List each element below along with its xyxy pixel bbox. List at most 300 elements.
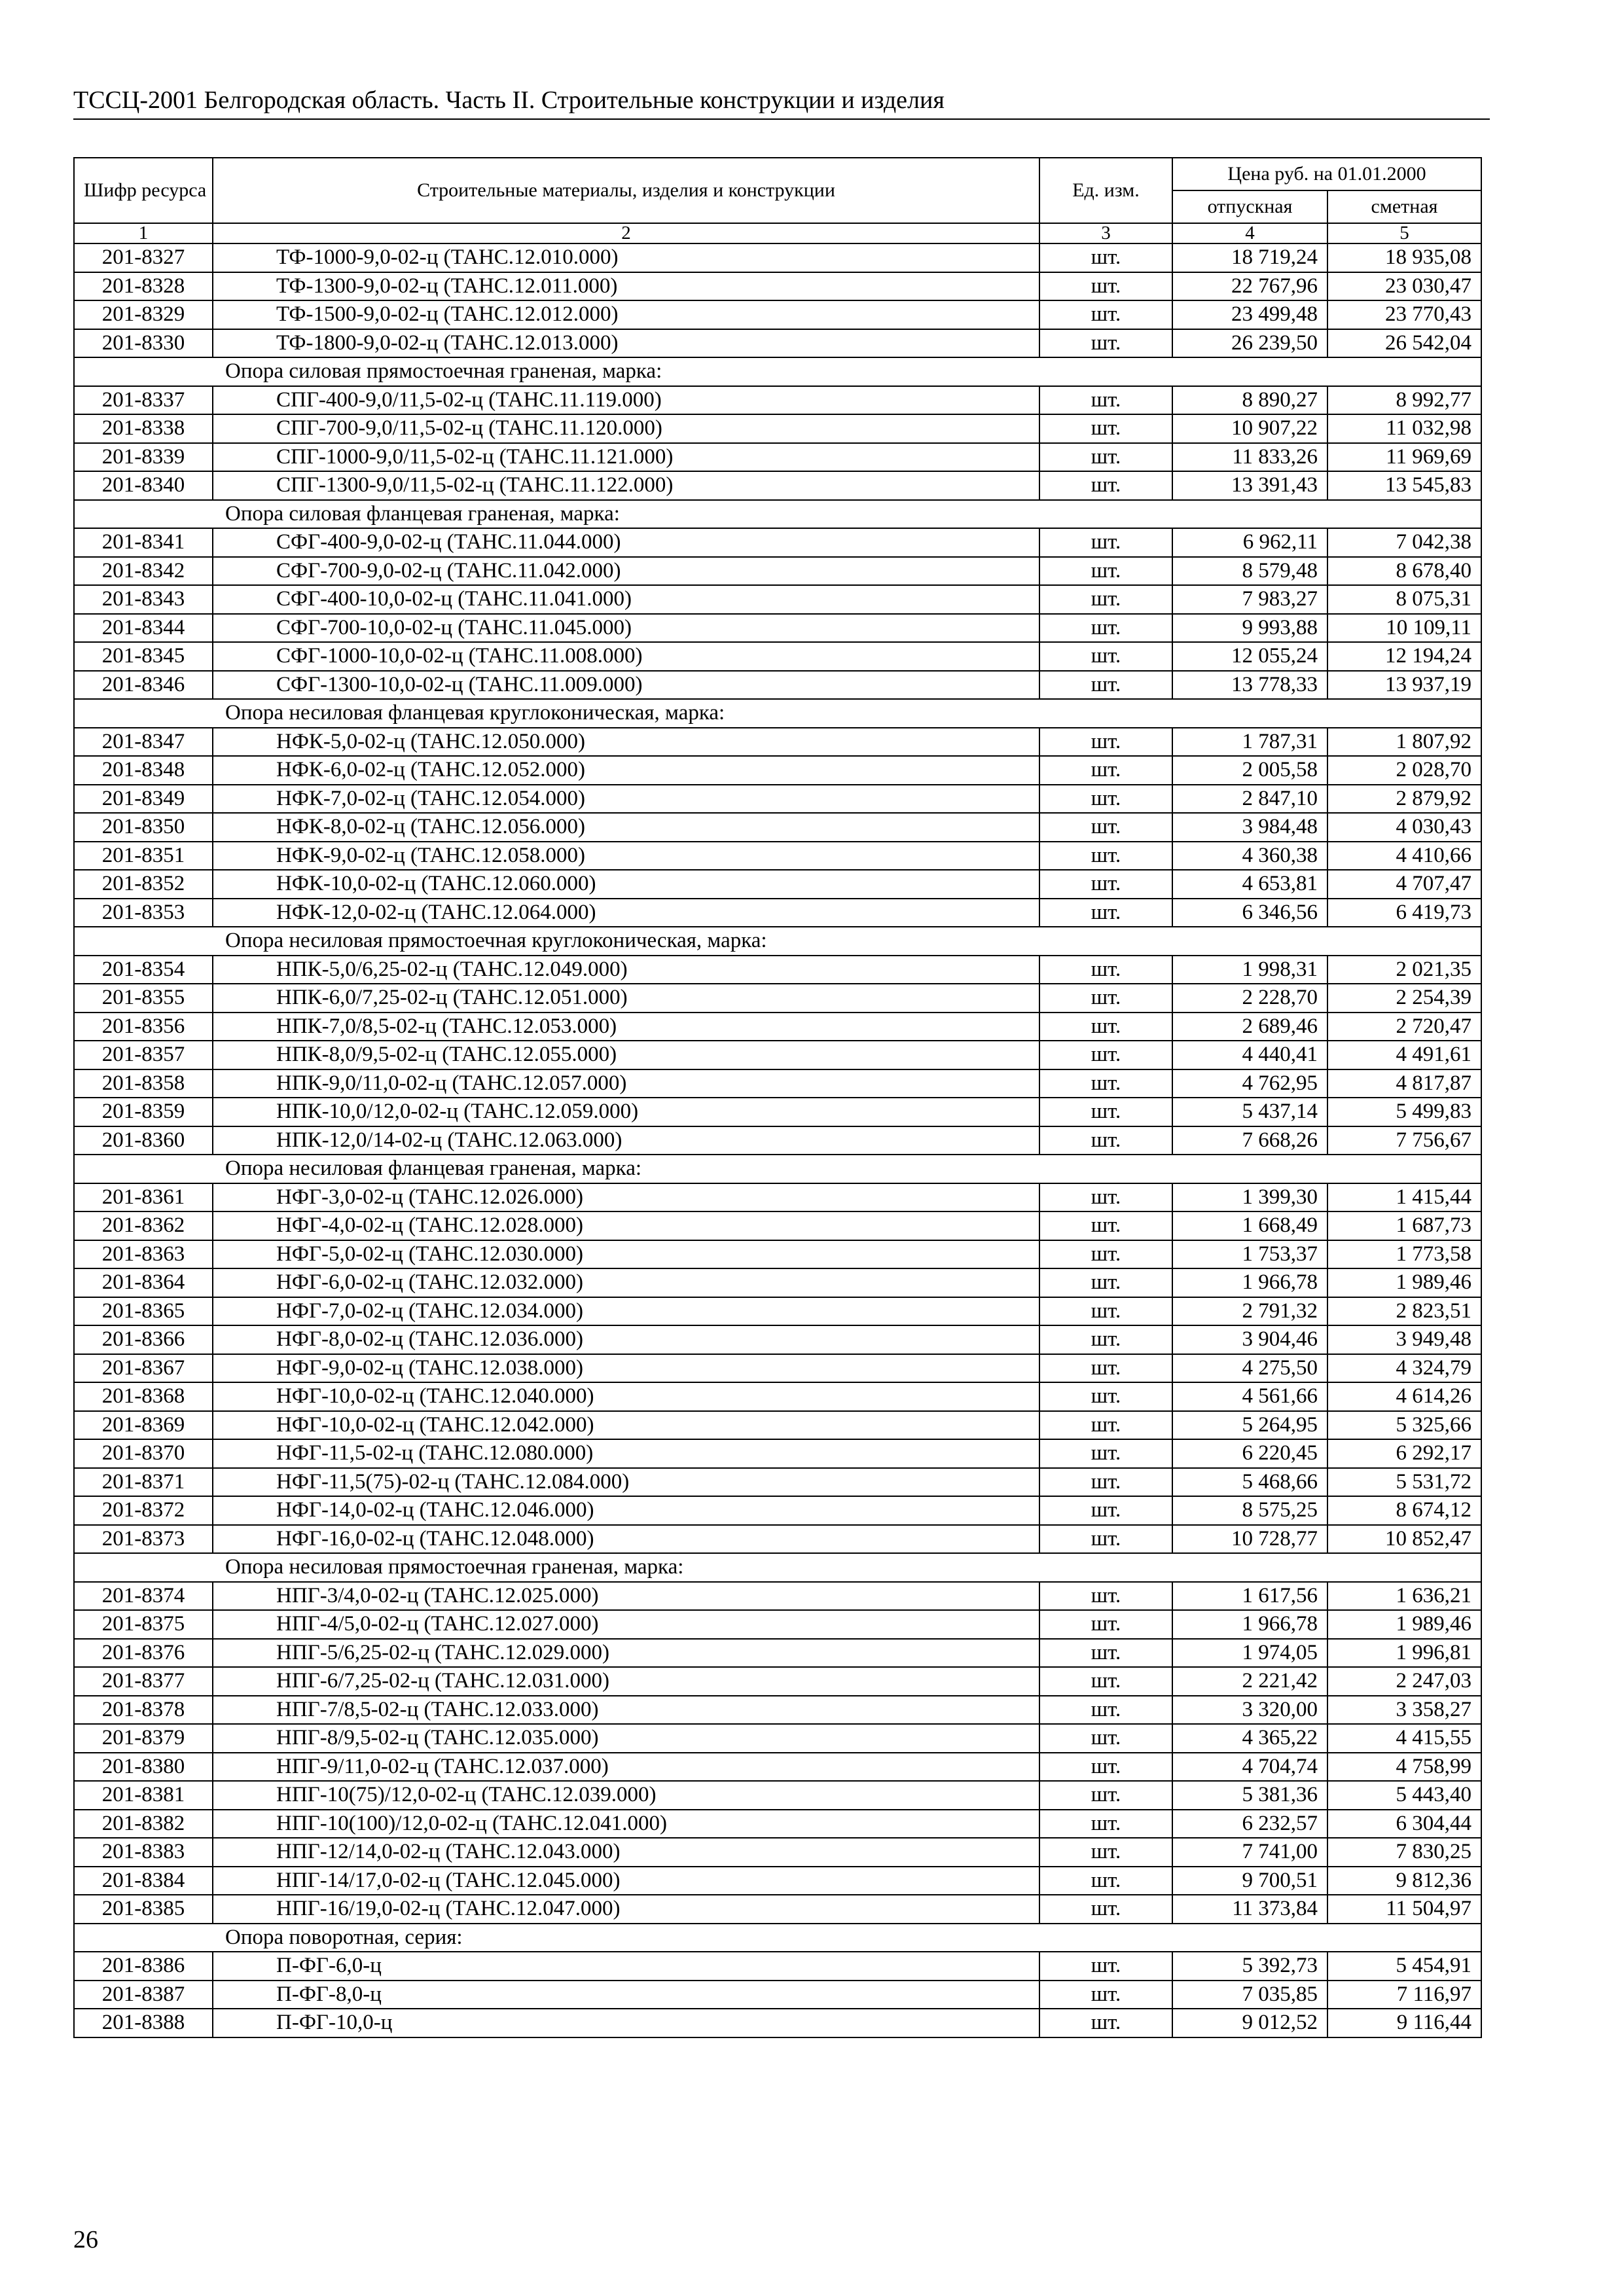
cell-estimate-price: 11 969,69 <box>1327 443 1481 472</box>
cell-code: 201-8388 <box>74 2009 213 2037</box>
cell-unit: шт. <box>1039 1183 1172 1212</box>
cell-estimate-price: 11 504,97 <box>1327 1895 1481 1924</box>
cell-estimate-price: 2 823,51 <box>1327 1297 1481 1326</box>
cell-code: 201-8341 <box>74 528 213 557</box>
cell-name: НФГ-8,0-02-ц (ТАНС.12.036.000) <box>213 1325 1039 1354</box>
cell-release-price: 2 221,42 <box>1172 1667 1327 1696</box>
table-row <box>74 813 1481 842</box>
header-rule <box>73 118 1490 120</box>
cell-unit: шт. <box>1039 1696 1172 1725</box>
cell-estimate-price: 1 687,73 <box>1327 1211 1481 1240</box>
section-title: Опора силовая прямостоечная граненая, марка: <box>74 357 1481 386</box>
table-row <box>74 1325 1481 1354</box>
cell-code: 201-8350 <box>74 813 213 842</box>
cell-estimate-price: 11 032,98 <box>1327 414 1481 443</box>
cell-code: 201-8368 <box>74 1382 213 1411</box>
cell-release-price: 6 220,45 <box>1172 1439 1327 1468</box>
cell-code: 201-8348 <box>74 756 213 785</box>
table-row <box>74 471 1481 500</box>
section-title: Опора несиловая прямостоечная круглоконическая, марка: <box>74 927 1481 956</box>
cell-release-price: 1 974,05 <box>1172 1639 1327 1668</box>
cell-estimate-price: 13 545,83 <box>1327 471 1481 500</box>
column-number: 4 <box>1172 223 1327 243</box>
header-price-group: Цена руб. на 01.01.2000 <box>1172 158 1481 190</box>
cell-release-price: 12 055,24 <box>1172 642 1327 671</box>
cell-name: НФГ-5,0-02-ц (ТАНС.12.030.000) <box>213 1240 1039 1269</box>
cell-name: НФГ-11,5(75)-02-ц (ТАНС.12.084.000) <box>213 1468 1039 1497</box>
table-row <box>74 272 1481 301</box>
cell-name: ТФ-1800-9,0-02-ц (ТАНС.12.013.000) <box>213 329 1039 358</box>
cell-code: 201-8352 <box>74 870 213 899</box>
cell-release-price: 6 962,11 <box>1172 528 1327 557</box>
cell-unit: шт. <box>1039 243 1172 272</box>
header-unit: Ед. изм. <box>1039 158 1172 223</box>
cell-estimate-price: 7 116,97 <box>1327 1981 1481 2009</box>
cell-unit: шт. <box>1039 671 1172 700</box>
cell-release-price: 1 399,30 <box>1172 1183 1327 1212</box>
table-row <box>74 1098 1481 1126</box>
cell-name: НПГ-12/14,0-02-ц (ТАНС.12.043.000) <box>213 1838 1039 1867</box>
cell-code: 201-8372 <box>74 1496 213 1525</box>
cell-unit: шт. <box>1039 329 1172 358</box>
section-header-row <box>74 1924 1481 1952</box>
cell-name: НФК-6,0-02-ц (ТАНС.12.052.000) <box>213 756 1039 785</box>
cell-name: НФК-9,0-02-ц (ТАНС.12.058.000) <box>213 842 1039 870</box>
cell-release-price: 2 791,32 <box>1172 1297 1327 1326</box>
header-code: Шифр ресурса <box>74 158 213 223</box>
cell-estimate-price: 2 021,35 <box>1327 956 1481 984</box>
table-row <box>74 614 1481 643</box>
cell-name: НФГ-14,0-02-ц (ТАНС.12.046.000) <box>213 1496 1039 1525</box>
cell-unit: шт. <box>1039 642 1172 671</box>
cell-unit: шт. <box>1039 1895 1172 1924</box>
cell-unit: шт. <box>1039 1952 1172 1981</box>
cell-code: 201-8354 <box>74 956 213 984</box>
cell-name: СПГ-700-9,0/11,5-02-ц (ТАНС.11.120.000) <box>213 414 1039 443</box>
table-row <box>74 1013 1481 1041</box>
table-row <box>74 1753 1481 1782</box>
cell-estimate-price: 6 292,17 <box>1327 1439 1481 1468</box>
cell-code: 201-8339 <box>74 443 213 472</box>
cell-estimate-price: 2 247,03 <box>1327 1667 1481 1696</box>
cell-estimate-price: 1 773,58 <box>1327 1240 1481 1269</box>
cell-estimate-price: 1 989,46 <box>1327 1610 1481 1639</box>
cell-code: 201-8357 <box>74 1041 213 1069</box>
cell-estimate-price: 2 254,39 <box>1327 984 1481 1013</box>
page-header: ТССЦ-2001 Белгородская область. Часть II. Строительные конструкции и изделия <box>73 86 945 114</box>
cell-release-price: 7 668,26 <box>1172 1126 1327 1155</box>
cell-unit: шт. <box>1039 414 1172 443</box>
cell-estimate-price: 26 542,04 <box>1327 329 1481 358</box>
cell-unit: шт. <box>1039 1382 1172 1411</box>
cell-release-price: 5 381,36 <box>1172 1781 1327 1810</box>
cell-unit: шт. <box>1039 1325 1172 1354</box>
column-number: 5 <box>1327 223 1481 243</box>
cell-release-price: 9 012,52 <box>1172 2009 1327 2037</box>
cell-name: НПК-8,0/9,5-02-ц (ТАНС.12.055.000) <box>213 1041 1039 1069</box>
cell-release-price: 1 787,31 <box>1172 728 1327 757</box>
cell-estimate-price: 3 949,48 <box>1327 1325 1481 1354</box>
cell-code: 201-8349 <box>74 785 213 814</box>
table-row <box>74 1183 1481 1212</box>
cell-unit: шт. <box>1039 2009 1172 2037</box>
cell-code: 201-8365 <box>74 1297 213 1326</box>
cell-estimate-price: 5 499,83 <box>1327 1098 1481 1126</box>
cell-name: ТФ-1500-9,0-02-ц (ТАНС.12.012.000) <box>213 300 1039 329</box>
cell-code: 201-8337 <box>74 386 213 415</box>
cell-code: 201-8366 <box>74 1325 213 1354</box>
cell-name: НПК-12,0/14-02-ц (ТАНС.12.063.000) <box>213 1126 1039 1155</box>
cell-name: НПГ-16/19,0-02-ц (ТАНС.12.047.000) <box>213 1895 1039 1924</box>
section-title: Опора поворотная, серия: <box>74 1924 1481 1952</box>
cell-release-price: 8 579,48 <box>1172 557 1327 586</box>
section-title: Опора несиловая фланцевая круглоконическая, марка: <box>74 699 1481 728</box>
cell-unit: шт. <box>1039 756 1172 785</box>
cell-name: НПГ-8/9,5-02-ц (ТАНС.12.035.000) <box>213 1724 1039 1753</box>
cell-release-price: 1 998,31 <box>1172 956 1327 984</box>
cell-code: 201-8328 <box>74 272 213 301</box>
cell-estimate-price: 23 030,47 <box>1327 272 1481 301</box>
cell-code: 201-8345 <box>74 642 213 671</box>
cell-name: НПГ-10(75)/12,0-02-ц (ТАНС.12.039.000) <box>213 1781 1039 1810</box>
cell-unit: шт. <box>1039 728 1172 757</box>
section-header-row <box>74 357 1481 386</box>
cell-estimate-price: 5 443,40 <box>1327 1781 1481 1810</box>
cell-release-price: 5 392,73 <box>1172 1952 1327 1981</box>
cell-name: НФК-12,0-02-ц (ТАНС.12.064.000) <box>213 899 1039 927</box>
cell-name: НФГ-7,0-02-ц (ТАНС.12.034.000) <box>213 1297 1039 1326</box>
cell-release-price: 6 346,56 <box>1172 899 1327 927</box>
cell-estimate-price: 10 109,11 <box>1327 614 1481 643</box>
table-row <box>74 1895 1481 1924</box>
column-number: 1 <box>74 223 213 243</box>
cell-estimate-price: 9 812,36 <box>1327 1867 1481 1895</box>
cell-estimate-price: 3 358,27 <box>1327 1696 1481 1725</box>
cell-estimate-price: 4 415,55 <box>1327 1724 1481 1753</box>
price-table <box>73 157 1482 2038</box>
cell-name: НПГ-5/6,25-02-ц (ТАНС.12.029.000) <box>213 1639 1039 1668</box>
cell-name: НПК-7,0/8,5-02-ц (ТАНС.12.053.000) <box>213 1013 1039 1041</box>
cell-unit: шт. <box>1039 1411 1172 1440</box>
table-row <box>74 329 1481 358</box>
cell-estimate-price: 4 758,99 <box>1327 1753 1481 1782</box>
cell-estimate-price: 2 879,92 <box>1327 785 1481 814</box>
cell-unit: шт. <box>1039 1354 1172 1383</box>
cell-estimate-price: 12 194,24 <box>1327 642 1481 671</box>
cell-name: НФГ-11,5-02-ц (ТАНС.12.080.000) <box>213 1439 1039 1468</box>
cell-unit: шт. <box>1039 300 1172 329</box>
cell-release-price: 2 689,46 <box>1172 1013 1327 1041</box>
cell-estimate-price: 5 531,72 <box>1327 1468 1481 1497</box>
cell-unit: шт. <box>1039 585 1172 614</box>
cell-name: СФГ-700-9,0-02-ц (ТАНС.11.042.000) <box>213 557 1039 586</box>
cell-name: НФГ-16,0-02-ц (ТАНС.12.048.000) <box>213 1525 1039 1554</box>
cell-name: НПГ-10(100)/12,0-02-ц (ТАНС.12.041.000) <box>213 1810 1039 1839</box>
cell-estimate-price: 10 852,47 <box>1327 1525 1481 1554</box>
cell-code: 201-8361 <box>74 1183 213 1212</box>
cell-release-price: 9 700,51 <box>1172 1867 1327 1895</box>
cell-estimate-price: 4 324,79 <box>1327 1354 1481 1383</box>
table-row <box>74 1810 1481 1839</box>
cell-estimate-price: 18 935,08 <box>1327 243 1481 272</box>
cell-release-price: 7 983,27 <box>1172 585 1327 614</box>
table-body <box>74 243 1481 2037</box>
table-row <box>74 386 1481 415</box>
table-row <box>74 1354 1481 1383</box>
cell-release-price: 5 264,95 <box>1172 1411 1327 1440</box>
cell-unit: шт. <box>1039 1013 1172 1041</box>
table-row <box>74 1867 1481 1895</box>
cell-unit: шт. <box>1039 1297 1172 1326</box>
cell-release-price: 10 907,22 <box>1172 414 1327 443</box>
cell-estimate-price: 4 707,47 <box>1327 870 1481 899</box>
cell-name: СФГ-1000-10,0-02-ц (ТАНС.11.008.000) <box>213 642 1039 671</box>
cell-code: 201-8356 <box>74 1013 213 1041</box>
cell-code: 201-8370 <box>74 1439 213 1468</box>
cell-release-price: 22 767,96 <box>1172 272 1327 301</box>
cell-release-price: 1 668,49 <box>1172 1211 1327 1240</box>
cell-code: 201-8383 <box>74 1838 213 1867</box>
cell-estimate-price: 4 030,43 <box>1327 813 1481 842</box>
cell-code: 201-8344 <box>74 614 213 643</box>
table-row <box>74 1439 1481 1468</box>
cell-unit: шт. <box>1039 1781 1172 1810</box>
cell-code: 201-8355 <box>74 984 213 1013</box>
cell-estimate-price: 8 075,31 <box>1327 585 1481 614</box>
table-row <box>74 243 1481 272</box>
cell-release-price: 4 440,41 <box>1172 1041 1327 1069</box>
cell-unit: шт. <box>1039 1268 1172 1297</box>
cell-release-price: 26 239,50 <box>1172 329 1327 358</box>
table-row <box>74 956 1481 984</box>
cell-release-price: 8 890,27 <box>1172 386 1327 415</box>
header-name: Строительные материалы, изделия и конструкции <box>213 158 1039 223</box>
cell-name: НФГ-9,0-02-ц (ТАНС.12.038.000) <box>213 1354 1039 1383</box>
cell-code: 201-8371 <box>74 1468 213 1497</box>
cell-name: НПК-5,0/6,25-02-ц (ТАНС.12.049.000) <box>213 956 1039 984</box>
cell-code: 201-8353 <box>74 899 213 927</box>
cell-release-price: 8 575,25 <box>1172 1496 1327 1525</box>
cell-code: 201-8382 <box>74 1810 213 1839</box>
table-row <box>74 1582 1481 1611</box>
cell-name: НФГ-10,0-02-ц (ТАНС.12.042.000) <box>213 1411 1039 1440</box>
cell-unit: шт. <box>1039 870 1172 899</box>
table-row <box>74 671 1481 700</box>
cell-release-price: 5 468,66 <box>1172 1468 1327 1497</box>
cell-unit: шт. <box>1039 1069 1172 1098</box>
cell-name: СФГ-400-9,0-02-ц (ТАНС.11.044.000) <box>213 528 1039 557</box>
table-row <box>74 1724 1481 1753</box>
cell-release-price: 11 833,26 <box>1172 443 1327 472</box>
section-title: Опора несиловая прямостоечная граненая, марка: <box>74 1553 1481 1582</box>
cell-estimate-price: 8 678,40 <box>1327 557 1481 586</box>
cell-unit: шт. <box>1039 443 1172 472</box>
table-row <box>74 1126 1481 1155</box>
cell-code: 201-8387 <box>74 1981 213 2009</box>
cell-unit: шт. <box>1039 813 1172 842</box>
cell-unit: шт. <box>1039 984 1172 1013</box>
table-row <box>74 557 1481 586</box>
cell-code: 201-8330 <box>74 329 213 358</box>
cell-name: НПГ-3/4,0-02-ц (ТАНС.12.025.000) <box>213 1582 1039 1611</box>
cell-estimate-price: 1 415,44 <box>1327 1183 1481 1212</box>
cell-unit: шт. <box>1039 1496 1172 1525</box>
section-header-row <box>74 699 1481 728</box>
cell-name: НФК-7,0-02-ц (ТАНС.12.054.000) <box>213 785 1039 814</box>
cell-estimate-price: 2 028,70 <box>1327 756 1481 785</box>
cell-name: НПГ-9/11,0-02-ц (ТАНС.12.037.000) <box>213 1753 1039 1782</box>
cell-release-price: 2 005,58 <box>1172 756 1327 785</box>
cell-name: СПГ-1000-9,0/11,5-02-ц (ТАНС.11.121.000) <box>213 443 1039 472</box>
cell-name: СПГ-400-9,0/11,5-02-ц (ТАНС.11.119.000) <box>213 386 1039 415</box>
cell-name: НПГ-6/7,25-02-ц (ТАНС.12.031.000) <box>213 1667 1039 1696</box>
cell-code: 201-8378 <box>74 1696 213 1725</box>
cell-name: НФГ-4,0-02-ц (ТАНС.12.028.000) <box>213 1211 1039 1240</box>
table-row <box>74 1240 1481 1269</box>
header-release-price: отпускная <box>1172 190 1327 223</box>
cell-unit: шт. <box>1039 1610 1172 1639</box>
cell-code: 201-8342 <box>74 557 213 586</box>
section-header-row <box>74 927 1481 956</box>
cell-code: 201-8347 <box>74 728 213 757</box>
table-row <box>74 1211 1481 1240</box>
cell-estimate-price: 4 410,66 <box>1327 842 1481 870</box>
cell-name: СФГ-700-10,0-02-ц (ТАНС.11.045.000) <box>213 614 1039 643</box>
cell-estimate-price: 5 325,66 <box>1327 1411 1481 1440</box>
table-row <box>74 1411 1481 1440</box>
cell-release-price: 3 984,48 <box>1172 813 1327 842</box>
cell-code: 201-8369 <box>74 1411 213 1440</box>
table-row <box>74 756 1481 785</box>
cell-code: 201-8386 <box>74 1952 213 1981</box>
cell-unit: шт. <box>1039 842 1172 870</box>
cell-unit: шт. <box>1039 1639 1172 1668</box>
table-row <box>74 1696 1481 1725</box>
cell-estimate-price: 6 419,73 <box>1327 899 1481 927</box>
cell-estimate-price: 23 770,43 <box>1327 300 1481 329</box>
cell-unit: шт. <box>1039 1126 1172 1155</box>
cell-code: 201-8329 <box>74 300 213 329</box>
table-row <box>74 1069 1481 1098</box>
cell-release-price: 23 499,48 <box>1172 300 1327 329</box>
cell-unit: шт. <box>1039 557 1172 586</box>
cell-unit: шт. <box>1039 1525 1172 1554</box>
cell-release-price: 1 617,56 <box>1172 1582 1327 1611</box>
section-title: Опора несиловая фланцевая граненая, марка: <box>74 1155 1481 1183</box>
cell-code: 201-8359 <box>74 1098 213 1126</box>
table-row <box>74 1496 1481 1525</box>
table-row <box>74 785 1481 814</box>
cell-estimate-price: 4 614,26 <box>1327 1382 1481 1411</box>
cell-code: 201-8381 <box>74 1781 213 1810</box>
cell-unit: шт. <box>1039 1838 1172 1867</box>
cell-unit: шт. <box>1039 1439 1172 1468</box>
cell-name: НПГ-14/17,0-02-ц (ТАНС.12.045.000) <box>213 1867 1039 1895</box>
cell-name: НФК-8,0-02-ц (ТАНС.12.056.000) <box>213 813 1039 842</box>
cell-name: НПГ-4/5,0-02-ц (ТАНС.12.027.000) <box>213 1610 1039 1639</box>
cell-release-price: 6 232,57 <box>1172 1810 1327 1839</box>
cell-release-price: 3 320,00 <box>1172 1696 1327 1725</box>
cell-name: ТФ-1300-9,0-02-ц (ТАНС.12.011.000) <box>213 272 1039 301</box>
table-row <box>74 642 1481 671</box>
cell-estimate-price: 4 491,61 <box>1327 1041 1481 1069</box>
cell-estimate-price: 4 817,87 <box>1327 1069 1481 1098</box>
cell-estimate-price: 1 807,92 <box>1327 728 1481 757</box>
cell-name: НФГ-3,0-02-ц (ТАНС.12.026.000) <box>213 1183 1039 1212</box>
cell-code: 201-8346 <box>74 671 213 700</box>
cell-estimate-price: 13 937,19 <box>1327 671 1481 700</box>
section-header-row <box>74 1155 1481 1183</box>
cell-code: 201-8373 <box>74 1525 213 1554</box>
cell-release-price: 4 762,95 <box>1172 1069 1327 1098</box>
cell-unit: шт. <box>1039 614 1172 643</box>
cell-release-price: 4 704,74 <box>1172 1753 1327 1782</box>
cell-code: 201-8364 <box>74 1268 213 1297</box>
table-row <box>74 443 1481 472</box>
cell-estimate-price: 1 636,21 <box>1327 1582 1481 1611</box>
cell-estimate-price: 8 674,12 <box>1327 1496 1481 1525</box>
cell-estimate-price: 6 304,44 <box>1327 1810 1481 1839</box>
page-number: 26 <box>73 2226 98 2253</box>
cell-unit: шт. <box>1039 1211 1172 1240</box>
cell-unit: шт. <box>1039 272 1172 301</box>
cell-code: 201-8351 <box>74 842 213 870</box>
cell-code: 201-8362 <box>74 1211 213 1240</box>
cell-unit: шт. <box>1039 1753 1172 1782</box>
cell-estimate-price: 2 720,47 <box>1327 1013 1481 1041</box>
cell-code: 201-8360 <box>74 1126 213 1155</box>
cell-name: НПК-9,0/11,0-02-ц (ТАНС.12.057.000) <box>213 1069 1039 1098</box>
cell-release-price: 9 993,88 <box>1172 614 1327 643</box>
cell-code: 201-8367 <box>74 1354 213 1383</box>
cell-unit: шт. <box>1039 1240 1172 1269</box>
table-row <box>74 1667 1481 1696</box>
table-row <box>74 528 1481 557</box>
table-row <box>74 1639 1481 1668</box>
cell-name: НПК-10,0/12,0-02-ц (ТАНС.12.059.000) <box>213 1098 1039 1126</box>
cell-name: НПК-6,0/7,25-02-ц (ТАНС.12.051.000) <box>213 984 1039 1013</box>
cell-name: НПГ-7/8,5-02-ц (ТАНС.12.033.000) <box>213 1696 1039 1725</box>
cell-unit: шт. <box>1039 899 1172 927</box>
cell-release-price: 13 391,43 <box>1172 471 1327 500</box>
section-header-row <box>74 1553 1481 1582</box>
cell-code: 201-8379 <box>74 1724 213 1753</box>
table-row <box>74 1268 1481 1297</box>
cell-code: 201-8374 <box>74 1582 213 1611</box>
cell-release-price: 3 904,46 <box>1172 1325 1327 1354</box>
cell-unit: шт. <box>1039 528 1172 557</box>
cell-code: 201-8340 <box>74 471 213 500</box>
table-row <box>74 1041 1481 1069</box>
cell-code: 201-8375 <box>74 1610 213 1639</box>
cell-release-price: 7 035,85 <box>1172 1981 1327 2009</box>
cell-release-price: 2 228,70 <box>1172 984 1327 1013</box>
table-row <box>74 300 1481 329</box>
table-row <box>74 984 1481 1013</box>
table-row <box>74 1781 1481 1810</box>
table-row <box>74 1297 1481 1326</box>
cell-release-price: 2 847,10 <box>1172 785 1327 814</box>
cell-unit: шт. <box>1039 1867 1172 1895</box>
column-number: 2 <box>213 223 1039 243</box>
cell-name: П-ФГ-8,0-ц <box>213 1981 1039 2009</box>
cell-unit: шт. <box>1039 1041 1172 1069</box>
cell-name: ТФ-1000-9,0-02-ц (ТАНС.12.010.000) <box>213 243 1039 272</box>
header-estimate-price: сметная <box>1327 190 1481 223</box>
cell-unit: шт. <box>1039 1724 1172 1753</box>
cell-estimate-price: 1 989,46 <box>1327 1268 1481 1297</box>
cell-code: 201-8363 <box>74 1240 213 1269</box>
